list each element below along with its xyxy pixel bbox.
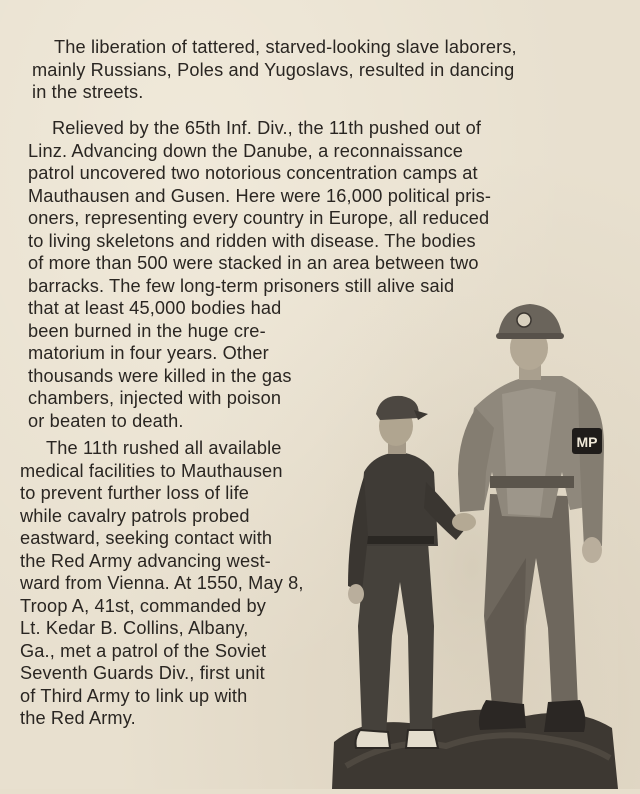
text-line: Mauthausen and Gusen. Here were 16,000 political pris-: [28, 185, 492, 206]
soldier-belt: [490, 476, 574, 488]
text-line: Linz. Advancing down the Danube, a reconnaissance: [28, 140, 464, 161]
text-line: while cavalry patrols probed: [20, 505, 250, 526]
text-line: chambers, injected with poison: [28, 388, 282, 408]
text-line: of Third Army to link up with: [20, 685, 248, 706]
photograph-boy-and-mp-soldier: [326, 296, 618, 789]
text-line: the Red Army advancing west-: [20, 550, 271, 571]
soldier-boot-left: [479, 700, 526, 730]
boy-shoe-left: [356, 730, 391, 748]
mp-armband-text: MP: [576, 434, 598, 450]
paragraph-liberation: [32, 36, 578, 104]
boy-belt: [364, 536, 434, 544]
handshake: [452, 513, 476, 531]
text-line: thousands were killed in the gas: [28, 365, 292, 386]
text-line: that at least 45,000 bodies had: [28, 298, 282, 318]
text-line: of more than 500 were stacked in an area between two: [28, 253, 479, 273]
helmet-insignia: [517, 313, 531, 327]
text-line: to living skeletons and ridden with disease. The bodies: [28, 230, 476, 251]
text-line: Seventh Guards Div., first unit: [20, 663, 265, 683]
text-line: or beaten to death.: [28, 410, 184, 431]
text-line: barracks. The few long-term prisoners still alive said: [28, 275, 455, 296]
text-line: Ga., met a patrol of the Soviet: [20, 640, 267, 661]
text-line: oners, representing every country in Europe, all reduced: [28, 208, 490, 228]
text-line: Relieved by the 65th Inf. Div., the 11th pushed out of: [52, 118, 482, 138]
text-line: eastward, seeking contact with: [20, 528, 273, 548]
text-line: mainly Russians, Poles and Yugoslavs, resulted in dancing: [32, 59, 515, 80]
text-line: ward from Vienna. At 1550, May 8,: [20, 573, 304, 593]
text-line: patrol uncovered two notorious concentration camps at: [28, 163, 478, 183]
text-line: the Red Army.: [20, 708, 136, 728]
soldier-boot-right: [544, 700, 585, 732]
text-line: medical facilities to Mauthausen: [20, 460, 283, 481]
boy-shoe-right: [406, 730, 438, 748]
text-line: to prevent further loss of life: [20, 483, 250, 503]
text-line: Troop A, 41st, commanded by: [20, 595, 267, 616]
text-line: The 11th rushed all available: [46, 438, 282, 458]
paragraph-link-up-red-army: [20, 437, 330, 730]
text-line: Lt. Kedar B. Collins, Albany,: [20, 618, 249, 638]
text-line: The liberation of tattered, starved-looking slave laborers,: [54, 37, 517, 57]
text-line: been burned in the huge cre-: [28, 320, 266, 341]
text-line: in the streets.: [32, 82, 144, 102]
text-line: matorium in four years. Other: [28, 343, 269, 363]
